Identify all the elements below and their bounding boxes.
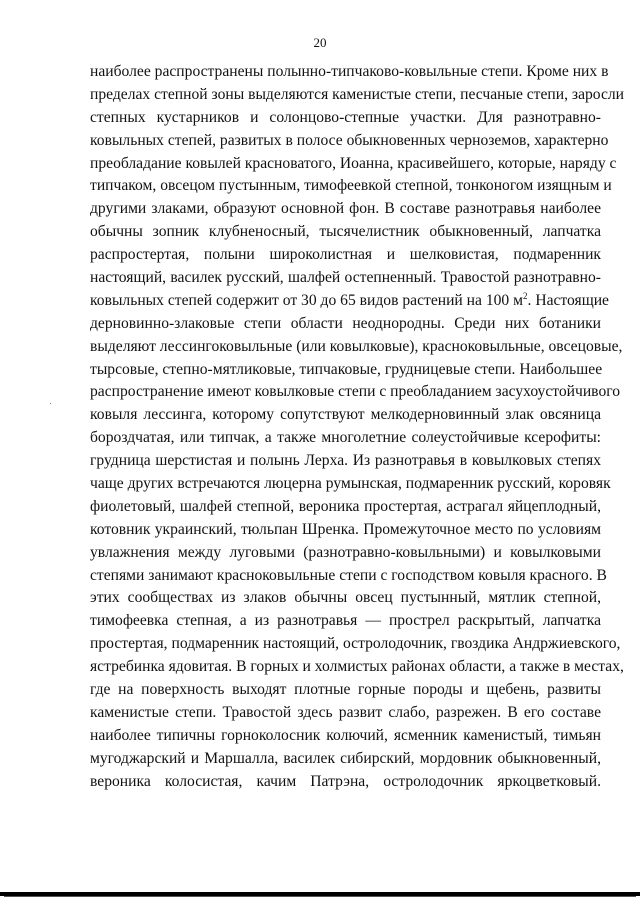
text-line: вероника колосистая, качим Патрэна, остролодочник яркоцветковый. xyxy=(90,772,601,790)
bottom-scan-border-shadow xyxy=(4,896,636,897)
text-line: пределах степной зоны выделяются каменистые степи, песчаные степи, заросли xyxy=(90,85,625,103)
page-number: 20 xyxy=(313,35,327,50)
text-line: наиболее типичны горноколосник колючий, ясменник каменистый, тимьян xyxy=(90,726,601,744)
text-line: ковыльных степей, развитых в полосе обыкновенных черноземов, характерно xyxy=(90,131,609,149)
text-line: мугоджарский и Маршалла, василек сибирский, мордовник обыкновенный, xyxy=(90,749,601,767)
text-line: ястребинка ядовитая. В горных и холмистых районах области, а также в местах, xyxy=(90,658,624,676)
text-segment: ковыльных степей содержит от 30 до 65 видов растений на 100 м xyxy=(90,291,524,309)
text-line: обычны зопник клубненосный, тысячелистник обыкновенный, лапчатка xyxy=(90,223,601,241)
text-line: котовник украинский, тюльпан Шренка. Промежуточное место по условиям xyxy=(90,520,601,538)
text-line: распространение имеют ковылковые степи с преобладанием засухоустойчивого xyxy=(90,383,621,401)
text-line: наиболее распространены полынно-типчаково-ковыльные степи. Кроме них в xyxy=(90,63,609,80)
text-line: дерновинно-злаковые степи области неоднородны. Среди них ботаники xyxy=(90,314,601,332)
text-line: простертая, подмаренник настоящий, остролодочник, гвоздика Андржиевского, xyxy=(90,635,621,653)
text-line: бороздчатая, или типчак, а также многолетние солеустойчивые ксерофиты: xyxy=(90,429,601,447)
text-line: тимофеевка степная, а из разнотравья — прострел раскрытый, лапчатка xyxy=(90,612,601,630)
text-line: тырсовые, степно-мятликовые, типчаковые, грудницевые степи. Наибольшее xyxy=(90,360,603,378)
text-line-with-superscript xyxy=(90,290,609,313)
text-line: степных кустарников и солонцово-степные участки. Для разнотравно- xyxy=(90,108,601,126)
text-line: этих сообществах из злаков обычны овсец пустынный, мятлик степной, xyxy=(90,589,601,607)
text-line: каменистые степи. Травостой здесь развит слабо, разрежен. В его составе xyxy=(90,703,601,721)
text-line: ковыля лессинга, которому сопутствуют мелкодерновинный злак овсяница xyxy=(90,406,601,424)
text-line: преобладание ковылей красноватого, Иоанна, красивейшего, которые, наряду с xyxy=(90,154,617,172)
text-line: увлажнения между луговыми (разнотравно-ковыльными) и ковылковыми xyxy=(90,543,601,561)
scan-speck xyxy=(50,403,51,404)
body-paragraph xyxy=(90,61,625,794)
text-line: фиолетовый, шалфей степной, вероника простертая, астрагал яйцеплодный, xyxy=(90,497,601,515)
text-line: выделяют лессингоковыльные (или ковылковые), красноковыльные, овсецовые, xyxy=(90,337,623,355)
text-line: типчаком, овсецом пустынным, тимофеевкой степной, тонконогом изящным и xyxy=(90,177,612,195)
text-line: где на поверхность выходят плотные горные породы и щебень, развиты xyxy=(90,681,601,699)
text-line: настоящий, василек русский, шалфей остепненный. Травостой разнотравно- xyxy=(90,269,601,287)
text-line: чаще других встречаются люцерна румынская, подмаренник русский, коровяк xyxy=(90,475,611,493)
text-segment: . Настоящие xyxy=(527,291,609,309)
text-line: распростертая, полыни широколистная и шелковистая, подмаренник xyxy=(90,246,601,264)
superscript-exponent: 2 xyxy=(523,290,528,301)
text-line: другими злаками, образуют основной фон. В составе разнотравья наиболее xyxy=(90,200,601,218)
text-line: грудница шерстистая и полынь Лерха. Из разнотравья в ковылковых степях xyxy=(90,452,601,470)
text-line: степями занимают красноковыльные степи с господством ковыля красного. В xyxy=(90,566,607,584)
